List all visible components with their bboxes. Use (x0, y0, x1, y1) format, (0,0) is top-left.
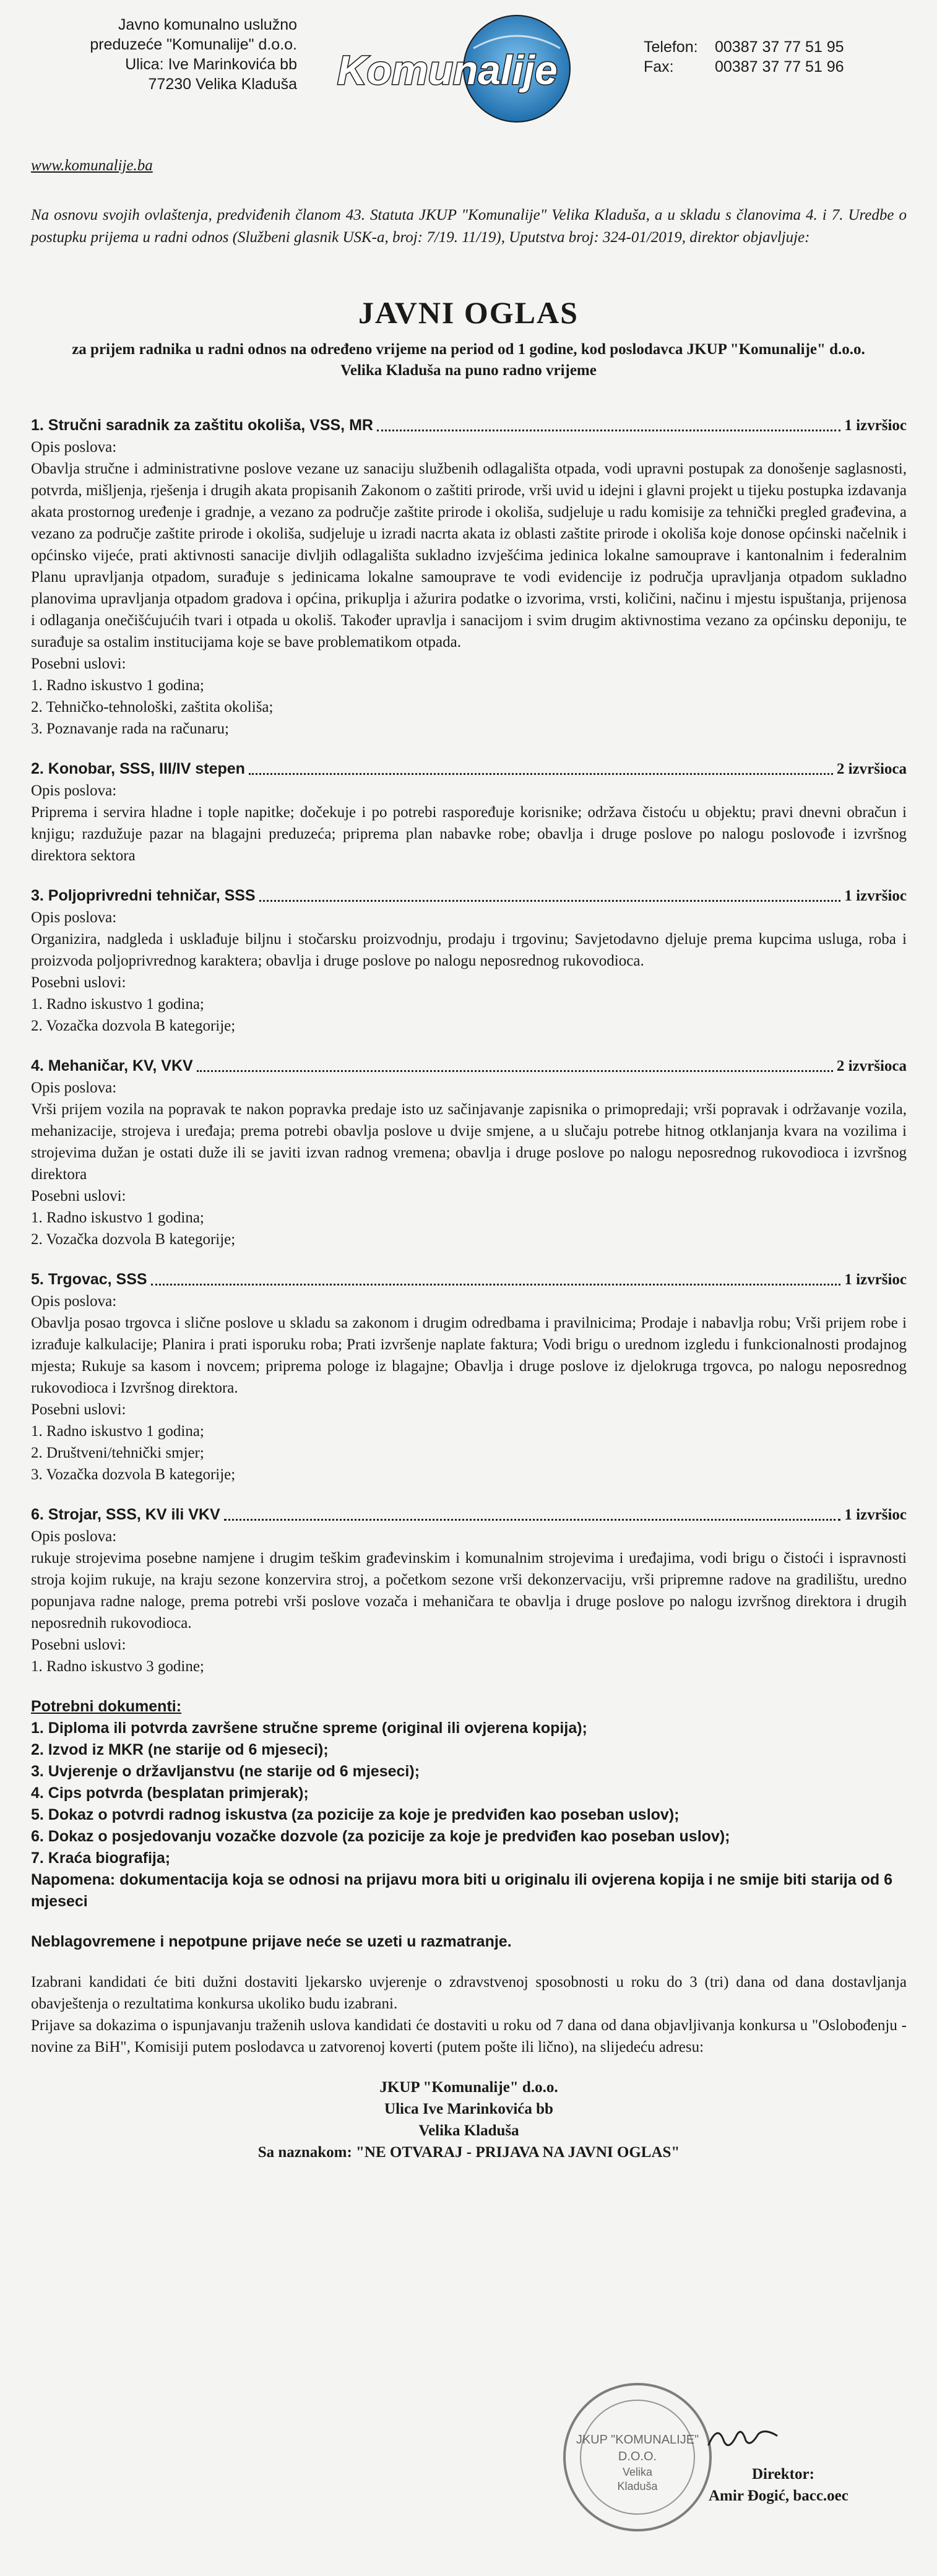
condition-item: 1. Radno iskustvo 3 godine; (31, 1658, 204, 1675)
position-count: 2 izvršioca (836, 1058, 907, 1074)
position-description: Vrši prijem vozila na popravak te nakon popravka predaje isto uz sačinjavanje zapisnika o primopredaji; vrši popravak i održavanje vozila, mehanizacije, strojeva i uređaja; prema potrebi obavlja poslove u dvije smjene, a u slučaju potrebe hitnog otklanjanja kvara na vozilima i strojevima dužan je ostati duže ili se javiti izvan radnog vremena; obavlja i druge poslove po nalogu neposrednog rukovodioca i izvršnog direktora (31, 1101, 907, 1183)
conditions-label: Posebni uslovi: (31, 1188, 126, 1204)
director-title: Direktor: (752, 2466, 814, 2483)
dot-leader (224, 1504, 841, 1521)
director-signature-block (709, 2463, 919, 2507)
phone-label: Telefon: (644, 38, 698, 56)
position-item (31, 758, 907, 867)
documents-heading: Potrebni dokumenti: (31, 1698, 182, 1715)
position-description: Obavlja posao trgovca i slične poslove u skladu sa zakonom i drugim odredbama i pravilnicima; Prodaje i nabavlja robu; Vrši prijem robe i izrađuje kalkulacije; Planira i prati isporuku roba; Prati izvršenje naplate faktura; Vodi brigu o urednom izgledu i funkcionalnosti prodajnog mjesta; Rukuje sa kasom i novcem; priprema pologe iz blagajne; Obavlja i druge poslove iz djelokruga trgovca, po nalogu neposrednog rukovodioca i Izvršnog direktora. (31, 1315, 907, 1396)
position-count: 1 izvršioc (844, 1271, 907, 1288)
address-marking: Sa naznakom: "NE OTVARAJ - PRIJAVA NA JAVNI OGLAS" (257, 2144, 680, 2161)
position-heading (31, 1504, 907, 1526)
position-title: 1. Stručni saradnik za zaštitu okoliša, VSS, MR (31, 417, 373, 434)
condition-item: 2. Vozačka dozvola B kategorije; (31, 1018, 236, 1034)
handwritten-signature (706, 2417, 780, 2454)
conditions-label: Posebni uslovi: (31, 1636, 126, 1653)
condition-item: 1. Radno iskustvo 1 godina; (31, 1423, 204, 1440)
position-count: 1 izvršioc (844, 417, 907, 434)
position-heading (31, 885, 907, 907)
fax-row (644, 57, 904, 77)
required-documents (31, 1696, 907, 1913)
position-item (31, 1504, 907, 1677)
fax-label: Fax: (644, 58, 674, 76)
phone-number: 00387 37 77 51 95 (715, 38, 844, 56)
condition-item: 1. Radno iskustvo 1 godina; (31, 996, 204, 1013)
conditions-label: Posebni uslovi: (31, 655, 126, 672)
company-line: Javno komunalno uslužno (118, 16, 297, 33)
position-title: 3. Poljoprivredni tehničar, SSS (31, 887, 256, 904)
late-applications-notice: Neblagovremene i nepotpune prijave neće se uzeti u razmatranje. (31, 1933, 512, 1950)
document-title: JAVNI OGLAS (358, 295, 579, 330)
condition-item: 2. Vozačka dozvola B kategorije; (31, 1231, 236, 1248)
dot-leader (259, 885, 841, 902)
dot-leader (249, 758, 833, 775)
position-description: Priprema i servira hladne i tople napitke; dočekuje i po potrebi raspoređuje korisnike; održava čistoću u objektu; pravi dnevni obračun i knjigu; razdužuje pazar na blagajni preduzeća; priprema plan nabavke robe; obavlja i druge poslove po nalogu poslovođe i izvršnog direktora sektora (31, 804, 907, 864)
position-title: 4. Mehaničar, KV, VKV (31, 1057, 193, 1074)
address-line: Ulica Ive Marinkovića bb (384, 2101, 553, 2117)
position-title: 2. Konobar, SSS, III/IV stepen (31, 760, 245, 777)
dot-leader (151, 1269, 841, 1286)
website-link[interactable]: www.komunalije.ba (31, 157, 153, 174)
address-line: JKUP "Komunalije" d.o.o. (379, 2079, 558, 2096)
address-line: Velika Kladuša (418, 2122, 519, 2139)
document-item: 2. Izvod iz MKR (ne starije od 6 mjeseci); (31, 1741, 329, 1758)
company-line: preduzeće "Komunalije" d.o.o. (90, 36, 297, 53)
position-description: rukuje strojevima posebne namjene i drugim teškim građevinskim i komunalnim strojevima i uređajima, vodi brigu o čistoći i ispravnosti stroja kojim rukuje, na kraju sezone konzervira stroj, a početkom sezone vrši dekonzervaciju, vrši pripremne radove na gradilištu, uredno popunjava radne naloge, prema potrebi vrši poslove vozača i mehaničara te obavlja i druge poslove po nalogu izvršnog direktora i drugih neposrednih rukovodioca. (31, 1550, 907, 1632)
condition-item: 2. Društveni/tehnički smjer; (31, 1445, 204, 1461)
stamp-line: Velika (622, 2466, 653, 2478)
document-item: 3. Uvjerenje o državljanstvu (ne starije od 6 mjeseci); (31, 1763, 420, 1780)
fax-number: 00387 37 77 51 96 (715, 58, 844, 76)
documents-note: Napomena: dokumentacija koja se odnosi na prijavu mora biti u originalu ili ovjerena kopija i ne smije biti starija od 6 mjeseci (31, 1871, 893, 1910)
contact-block (644, 37, 904, 77)
position-heading (31, 1055, 907, 1077)
description-label: Opis poslova: (31, 782, 117, 799)
position-item (31, 415, 907, 740)
position-item (31, 1269, 907, 1485)
stamp-line: Kladuša (617, 2480, 658, 2492)
document-subtitle: za prijem radnika u radni odnos na određeno vrijeme na period od 1 godine, kod poslodavca JKUP "Komunalije" d.o.o. Velika Kladuša na puno radno vrijeme (72, 341, 865, 379)
position-item (31, 885, 907, 1037)
position-count: 2 izvršioca (836, 761, 907, 777)
position-heading (31, 758, 907, 780)
director-name: Amir Đogić, bacc.oec (709, 2487, 848, 2504)
submission-address (31, 2077, 907, 2163)
company-address-block (87, 15, 297, 94)
condition-item: 2. Tehničko-tehnološki, zaštita okoliša; (31, 699, 274, 715)
document-item: 1. Diploma ili potvrda završene stručne spreme (original ili ovjerena kopija); (31, 1719, 587, 1737)
conditions-label: Posebni uslovi: (31, 974, 126, 991)
dot-leader (377, 415, 840, 431)
position-count: 1 izvršioc (844, 1506, 907, 1523)
description-label: Opis poslova: (31, 1079, 117, 1096)
position-title: 6. Strojar, SSS, KV ili VKV (31, 1506, 220, 1523)
company-line: 77230 Velika Kladuša (148, 76, 297, 93)
stamp-line: JKUP "KOMUNALIJE" (576, 2433, 699, 2447)
closing-paragraph-medical: Izabrani kandidati će biti dužni dostaviti ljekarsko uvjerenje o zdravstvenoj sposobnosti u roku do 3 (tri) dana od dana dostavljanja obavještenja o rezultatima konkursa ukoliko budu izabrani. (31, 1974, 907, 2012)
conditions-label: Posebni uslovi: (31, 1401, 126, 1418)
condition-item: 1. Radno iskustvo 1 godina; (31, 677, 204, 694)
komunalije-logo (331, 11, 616, 126)
stamp-line: D.O.O. (618, 2450, 657, 2463)
condition-item: 1. Radno iskustvo 1 godina; (31, 1209, 204, 1226)
document-item: 7. Kraća biografija; (31, 1849, 171, 1867)
document-item: 4. Cips potvrda (besplatan primjerak); (31, 1784, 309, 1802)
document-item: 6. Dokaz o posjedovanju vozačke dozvole (za pozicije za koje je predviđen kao poseban uslov); (31, 1828, 730, 1845)
logo-wordmark: Komunalije (337, 47, 558, 93)
description-label: Opis poslova: (31, 1528, 117, 1545)
description-label: Opis poslova: (31, 439, 117, 456)
position-heading (31, 415, 907, 436)
ad-body (31, 415, 907, 2163)
position-item (31, 1055, 907, 1250)
company-stamp (557, 2377, 718, 2538)
position-description: Organizira, nadgleda i usklađuje biljnu i stočarsku proizvodnju, prodaju i trgovinu; Savjetodavno djeluje prema kupcima usluga, roba i proizvoda poljoprivrednog karaktera; obavlja i druge poslove po nalogu neposrednog rukovodioca. (31, 931, 907, 969)
description-label: Opis poslova: (31, 1293, 117, 1310)
position-title: 5. Trgovac, SSS (31, 1271, 147, 1288)
description-label: Opis poslova: (31, 909, 117, 926)
closing-paragraph-submission: Prijave sa dokazima o ispunjavanju traženih uslova kandidati će dostaviti u roku od 7 dana od dana objavljivanja konkursa u "Oslobođenju - novine za BiH", Komisiji putem poslodavca u zatvorenoj koverti (putem pošte ili lično), na slijedeću adresu: (31, 2017, 907, 2055)
intro-paragraph: Na osnovu svojih ovlaštenja, predviđenih članom 43. Statuta JKUP "Komunalije" Velika Kladuša, a u skladu s članovima 4. i 7. Uredbe o postupku prijema u radni odnos (Službeni glasnik USK-a, broj: 7/19. 11/19), Uputstva broj: 324-01/2019, direktor objavljuje: (31, 207, 907, 246)
company-line: Ulica: Ive Marinkovića bb (125, 56, 297, 73)
position-heading (31, 1269, 907, 1290)
position-count: 1 izvršioc (844, 888, 907, 904)
condition-item: 3. Vozačka dozvola B kategorije; (31, 1466, 236, 1483)
phone-row (644, 37, 904, 57)
condition-item: 3. Poznavanje rada na računaru; (31, 720, 229, 737)
dot-leader (197, 1055, 833, 1072)
document-item: 5. Dokaz o potvrdi radnog iskustva (za pozicije za koje je predviđen kao poseban uslov); (31, 1806, 680, 1823)
position-description: Obavlja stručne i administrativne poslove vezane uz sanaciju službenih odlagališta otpada, vodi upravni postupak za donošenje saglasnosti, potvrda, mišljenja, rješenja i drugih akata propisanih Zakonom o zaštiti prirode, vrši uvid u idejni i glavni projekt u tijeku postupka izdavanja akata prostornog uređenje i gradnje, a vezano za područje zaštite prirode i okoliša, sudjeluje u radu komisije za tehnički pregled građevina, a vezano za područje zaštite prirode i okoliša, sudjeluje u izradi nacrta akata iz oblasti zaštite prirode i okoliša koje donose općinski načelnik i općinsko vijeće, prati aktivnosti sanacije divljih odlagališta sukladno izvješćima jedinica lokalne samouprave i kantonalnim i federalnim Planu upravljanja otpadom, surađuje s jedinicama lokalne samouprave te vodi evidencije iz područja upravljanja otpadom sukladno planovima upravljanja otpadom gradova i općina, prikuplja i ažurira podatke o izvorima, vrsti, količini, načinu i mjestu ispuštanja, prijenosa i odlaganja onečišćujućih tvari i otpada u okoliš. Također upravlja i sanacijom i svim drugim aktivnostima vezano za općinsku deponiju, te surađuje sa ostalim institucijama koje se bave problematikom otpada. (31, 460, 907, 650)
